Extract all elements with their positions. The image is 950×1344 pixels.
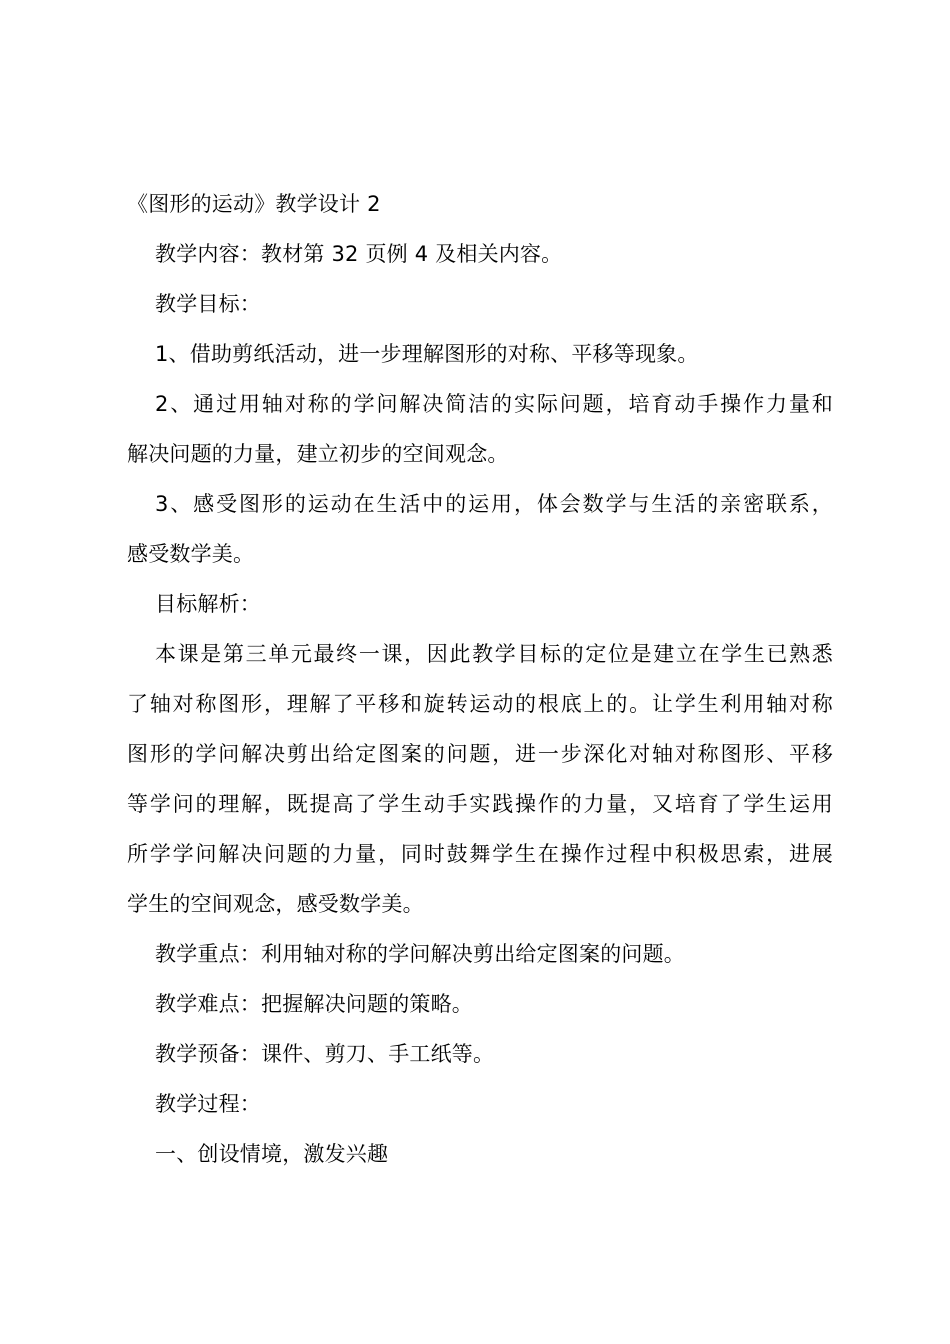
analysis-line-1: 本课是第三单元最终一课，因此教学目标的定位是建立在学生已熟悉 [155,642,833,666]
preparation: 教学预备：课件、剪刀、手工纸等。 [155,1042,495,1066]
analysis-line-2: 了轴对称图形，理解了平移和旋转运动的根底上的。让学生利用轴对称 [127,692,833,716]
analysis-heading: 目标解析： [155,592,261,616]
section-1-heading: 一、创设情境，激发兴趣 [155,1142,389,1166]
analysis-line-3: 图形的学问解决剪出给定图案的问题，进一步深化对轴对称图形、平移 [127,742,833,766]
teaching-content: 教学内容：教材第 32 页例 4 及相关内容。 [155,242,563,266]
key-point: 教学重点：利用轴对称的学问解决剪出给定图案的问题。 [155,942,685,966]
analysis-line-6: 学生的空间观念，感受数学美。 [127,892,424,916]
difficulty: 教学难点：把握解决问题的策略。 [155,992,473,1016]
analysis-line-4: 等学问的理解，既提高了学生动手实践操作的力量，又培育了学生运用 [127,792,833,816]
objective-1: 1、借助剪纸活动，进一步理解图形的对称、平移等现象。 [155,342,699,366]
document-title: 《图形的运动》教学设计 2 [127,192,381,216]
objective-3-line-2: 感受数学美。 [127,542,255,566]
objective-2-line-1: 2、通过用轴对称的学问解决简洁的实际问题，培育动手操作力量和 [155,392,833,416]
objective-3-line-1: 3、感受图形的运动在生活中的运用，体会数学与生活的亲密联系， [155,492,833,516]
analysis-line-5: 所学学问解决问题的力量，同时鼓舞学生在操作过程中积极思索，进展 [127,842,833,866]
process-heading: 教学过程： [155,1092,261,1116]
objectives-heading: 教学目标： [155,292,261,316]
objective-2-line-2: 解决问题的力量，建立初步的空间观念。 [127,442,509,466]
